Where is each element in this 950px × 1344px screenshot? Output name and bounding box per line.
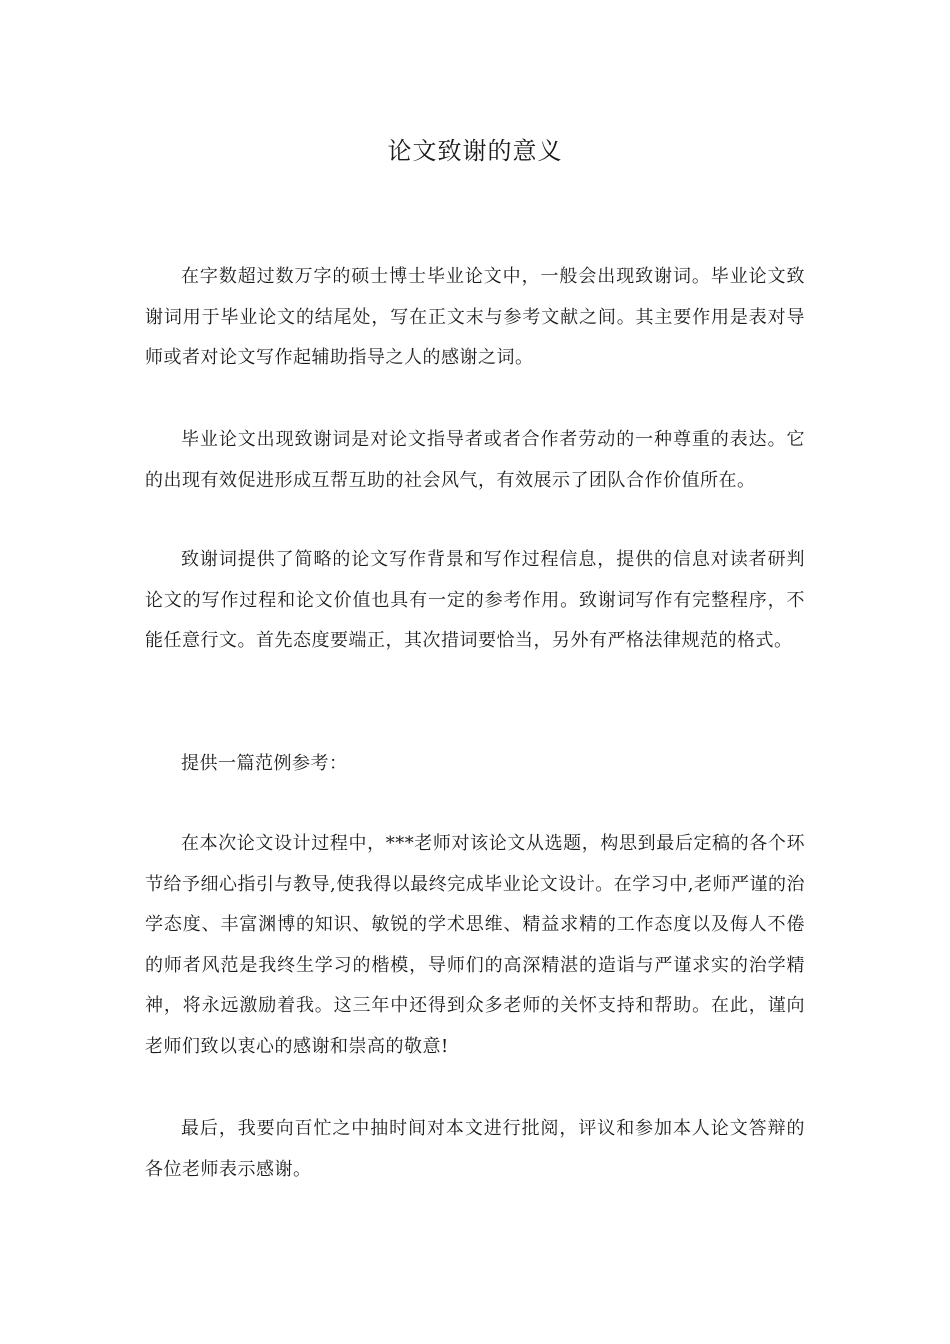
page-title: 论文致谢的意义 (387, 137, 563, 165)
paragraph-closing: 最后，我要向百忙之中抽时间对本文进行批阅，评议和参加本人论文答辩的各位老师表示感谢。 (145, 1118, 805, 1180)
paragraph-respect: 毕业论文出现致谢词是对论文指导者或者合作者劳动的一种尊重的表达。它的出现有效促进形成互帮互助的社会风气，有效展示了团队合作价值所在。 (145, 429, 805, 491)
paragraph-definition: 在字数超过数万字的硕士博士毕业论文中，一般会出现致谢词。毕业论文致谢词用于毕业论文的结尾处，写在正文末与参考文献之间。其主要作用是表对导师或者对论文写作起辅助指导之人的感谢之词。 (145, 266, 805, 368)
paragraph-reference-value: 致谢词提供了简略的论文写作背景和写作过程信息，提供的信息对读者研判论文的写作过程和论文价值也具有一定的参考作用。致谢词写作有完整程序，不能任意行文。首先态度要端正，其次措词要恰当，另外有严格法律规范的格式。 (145, 549, 805, 651)
paragraph-example-intro: 提供一篇范例参考： (181, 753, 348, 774)
paragraph-example-body: 在本次论文设计过程中，***老师对该论文从选题，构思到最后定稿的各个环节给予细心指引与教导,使我得以最终完成毕业论文设计。在学习中,老师严谨的治学态度、丰富渊博的知识、敏锐的学术思维、精益求精的工作态度以及侮人不倦的师者风范是我终生学习的楷模，导师们的高深精湛的造诣与严谨求实的治学精神，将永远激励着我。这三年中还得到众多老师的关怀支持和帮助。在此，谨向老师们致以衷心的感谢和崇高的敬意! (145, 833, 805, 1057)
